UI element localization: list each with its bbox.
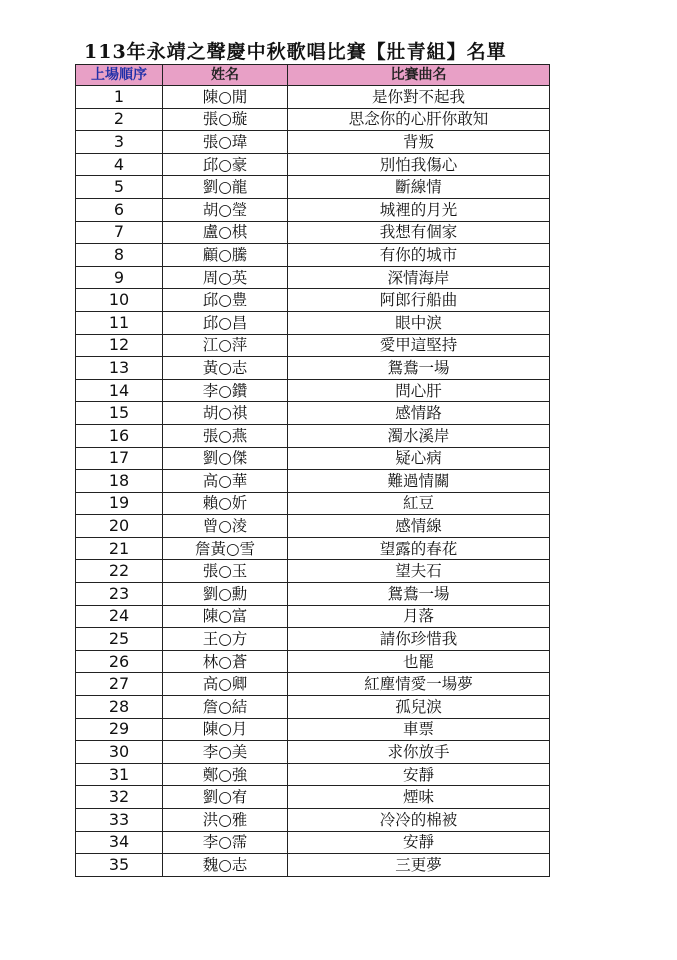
song-cell: 車票	[288, 718, 550, 741]
order-cell: 5	[76, 176, 163, 199]
name-cell: 劉○勳	[163, 583, 288, 606]
table-row	[76, 221, 550, 244]
table-row	[76, 492, 550, 515]
table-row	[76, 244, 550, 267]
order-cell: 9	[76, 266, 163, 289]
order-cell: 7	[76, 221, 163, 244]
song-cell: 思念你的心肝你敢知	[288, 108, 550, 131]
name-cell: 張○瑋	[163, 131, 288, 154]
song-cell: 感情線	[288, 515, 550, 538]
name-cell: 盧○棋	[163, 221, 288, 244]
name-cell: 鄭○強	[163, 763, 288, 786]
order-cell: 14	[76, 379, 163, 402]
order-cell: 33	[76, 809, 163, 832]
song-cell: 冷冷的棉被	[288, 809, 550, 832]
song-cell: 安靜	[288, 831, 550, 854]
table-header-row	[76, 65, 550, 86]
contestant-table	[75, 64, 550, 877]
table-row	[76, 198, 550, 221]
name-cell: 陳○閒	[163, 86, 288, 109]
order-cell: 35	[76, 854, 163, 877]
order-cell: 19	[76, 492, 163, 515]
name-cell: 劉○龍	[163, 176, 288, 199]
song-cell: 孤兒淚	[288, 696, 550, 719]
table-row	[76, 831, 550, 854]
name-cell: 邱○豪	[163, 153, 288, 176]
table-row	[76, 447, 550, 470]
table-row	[76, 537, 550, 560]
name-cell: 林○蒼	[163, 650, 288, 673]
song-cell: 背叛	[288, 131, 550, 154]
song-cell: 問心肝	[288, 379, 550, 402]
table-row	[76, 515, 550, 538]
table-row	[76, 605, 550, 628]
order-cell: 4	[76, 153, 163, 176]
table-row	[76, 357, 550, 380]
song-cell: 城裡的月光	[288, 198, 550, 221]
song-cell: 難過情關	[288, 470, 550, 493]
order-cell: 28	[76, 696, 163, 719]
table-row	[76, 583, 550, 606]
page-title: 113年永靖之聲慶中秋歌唱比賽【壯青組】名單	[84, 41, 507, 63]
song-cell: 紅豆	[288, 492, 550, 515]
song-cell: 鴛鴦一場	[288, 357, 550, 380]
table-row	[76, 854, 550, 877]
table-row	[76, 424, 550, 447]
table-row	[76, 560, 550, 583]
order-cell: 22	[76, 560, 163, 583]
name-cell: 曾○淩	[163, 515, 288, 538]
table-row	[76, 266, 550, 289]
order-cell: 34	[76, 831, 163, 854]
table-row	[76, 809, 550, 832]
table-row	[76, 334, 550, 357]
order-cell: 16	[76, 424, 163, 447]
song-cell: 阿郎行船曲	[288, 289, 550, 312]
order-cell: 31	[76, 763, 163, 786]
order-cell: 1	[76, 86, 163, 109]
order-cell: 32	[76, 786, 163, 809]
order-cell: 12	[76, 334, 163, 357]
name-cell: 詹○結	[163, 696, 288, 719]
order-cell: 18	[76, 470, 163, 493]
order-cell: 10	[76, 289, 163, 312]
table-row	[76, 86, 550, 109]
name-cell: 江○萍	[163, 334, 288, 357]
name-cell: 邱○豊	[163, 289, 288, 312]
table-row	[76, 673, 550, 696]
name-cell: 陳○富	[163, 605, 288, 628]
song-cell: 濁水溪岸	[288, 424, 550, 447]
order-cell: 3	[76, 131, 163, 154]
song-cell: 我想有個家	[288, 221, 550, 244]
order-cell: 17	[76, 447, 163, 470]
name-cell: 顧○騰	[163, 244, 288, 267]
name-cell: 魏○志	[163, 854, 288, 877]
table-row	[76, 763, 550, 786]
table-row	[76, 402, 550, 425]
table-row	[76, 470, 550, 493]
name-cell: 張○玉	[163, 560, 288, 583]
order-cell: 13	[76, 357, 163, 380]
song-cell: 三更夢	[288, 854, 550, 877]
song-cell: 鴛鴦一場	[288, 583, 550, 606]
name-cell: 洪○雅	[163, 809, 288, 832]
table-body	[76, 86, 550, 877]
song-cell: 月落	[288, 605, 550, 628]
table-row	[76, 153, 550, 176]
song-cell: 斷線情	[288, 176, 550, 199]
order-cell: 26	[76, 650, 163, 673]
name-cell: 李○美	[163, 741, 288, 764]
name-cell: 高○卿	[163, 673, 288, 696]
name-cell: 黃○志	[163, 357, 288, 380]
song-cell: 紅塵情愛一場夢	[288, 673, 550, 696]
table-row	[76, 628, 550, 651]
song-cell: 請你珍惜我	[288, 628, 550, 651]
table-row	[76, 741, 550, 764]
song-cell: 眼中淚	[288, 311, 550, 334]
song-cell: 有你的城市	[288, 244, 550, 267]
table-row	[76, 311, 550, 334]
table-row	[76, 650, 550, 673]
song-cell: 望夫石	[288, 560, 550, 583]
song-cell: 別怕我傷心	[288, 153, 550, 176]
name-cell: 李○霈	[163, 831, 288, 854]
order-cell: 21	[76, 537, 163, 560]
table-row	[76, 176, 550, 199]
name-cell: 劉○宥	[163, 786, 288, 809]
table-row	[76, 379, 550, 402]
song-cell: 安靜	[288, 763, 550, 786]
name-cell: 邱○昌	[163, 311, 288, 334]
order-cell: 8	[76, 244, 163, 267]
name-cell: 胡○瑩	[163, 198, 288, 221]
table-row	[76, 696, 550, 719]
column-header-name: 姓名	[163, 65, 288, 86]
table-row	[76, 108, 550, 131]
order-cell: 2	[76, 108, 163, 131]
song-cell: 疑心病	[288, 447, 550, 470]
name-cell: 王○方	[163, 628, 288, 651]
song-cell: 望露的春花	[288, 537, 550, 560]
order-cell: 30	[76, 741, 163, 764]
order-cell: 29	[76, 718, 163, 741]
column-header-order: 上場順序	[76, 65, 163, 86]
order-cell: 23	[76, 583, 163, 606]
name-cell: 張○燕	[163, 424, 288, 447]
name-cell: 李○鑽	[163, 379, 288, 402]
name-cell: 詹黃○雪	[163, 537, 288, 560]
order-cell: 25	[76, 628, 163, 651]
name-cell: 張○璇	[163, 108, 288, 131]
song-cell: 也罷	[288, 650, 550, 673]
song-cell: 是你對不起我	[288, 86, 550, 109]
song-cell: 愛甲這堅持	[288, 334, 550, 357]
name-cell: 賴○妡	[163, 492, 288, 515]
name-cell: 高○華	[163, 470, 288, 493]
name-cell: 胡○祺	[163, 402, 288, 425]
song-cell: 深情海岸	[288, 266, 550, 289]
order-cell: 24	[76, 605, 163, 628]
order-cell: 11	[76, 311, 163, 334]
table-row	[76, 131, 550, 154]
order-cell: 20	[76, 515, 163, 538]
order-cell: 6	[76, 198, 163, 221]
column-header-song: 比賽曲名	[288, 65, 550, 86]
name-cell: 周○英	[163, 266, 288, 289]
order-cell: 15	[76, 402, 163, 425]
table-row	[76, 718, 550, 741]
table-row	[76, 786, 550, 809]
table-row	[76, 289, 550, 312]
name-cell: 劉○傑	[163, 447, 288, 470]
song-cell: 煙味	[288, 786, 550, 809]
song-cell: 求你放手	[288, 741, 550, 764]
song-cell: 感情路	[288, 402, 550, 425]
order-cell: 27	[76, 673, 163, 696]
name-cell: 陳○月	[163, 718, 288, 741]
